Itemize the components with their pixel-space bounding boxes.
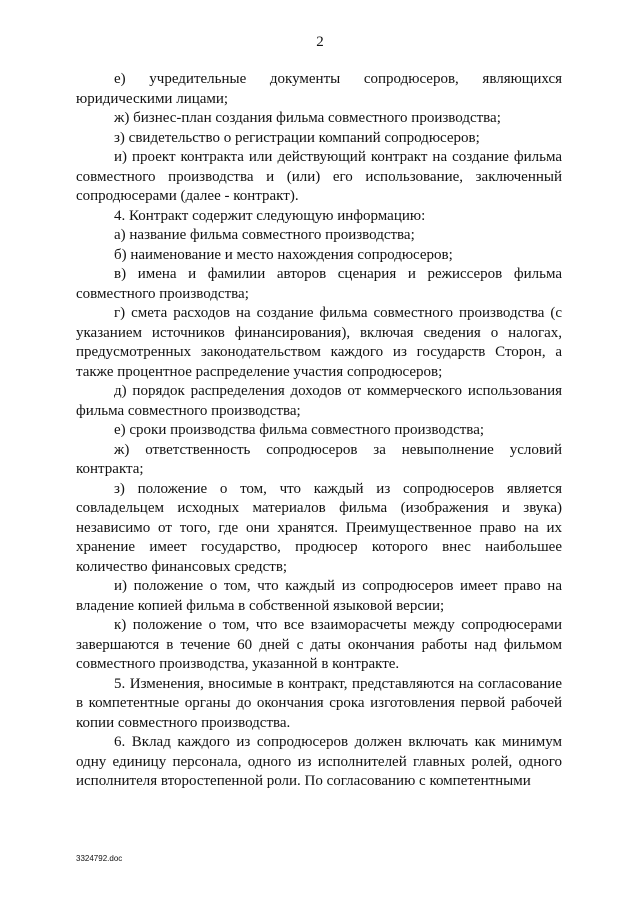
- paragraph: и) положение о том, что каждый из сопродюсеров имеет право на владение копией фильма в собственной языковой версии;: [76, 578, 562, 614]
- paragraph: 4. Контракт содержит следующую информацию:: [114, 207, 426, 224]
- paragraph: 6. Вклад каждого из сопродюсеров должен включать как минимум одну единицу персонала, одного из исполнителей главных ролей, одного исполнителя второстепенной роли. По согласованию с компетентными: [76, 734, 562, 789]
- paragraph: в) имена и фамилии авторов сценария и режиссеров фильма совместного производства;: [76, 266, 562, 302]
- page-number: 2: [316, 34, 324, 50]
- paragraph: б) наименование и место нахождения сопродюсеров;: [114, 246, 453, 263]
- paragraph: ж) ответственность сопродюсеров за невыполнение условий контракта;: [76, 441, 562, 477]
- paragraph: ж) бизнес-план создания фильма совместного производства;: [114, 110, 501, 126]
- paragraph: г) смета расходов на создание фильма совместного производства (с указанием источников финансирования), включая сведения о налогах, предусмотренных законодательством каждого из государств Сторон, а также процентное распределение участия сопродюсеров;: [76, 305, 562, 380]
- paragraph: е) сроки производства фильма совместного производства;: [114, 422, 485, 438]
- paragraph: е) учредительные документы сопродюсеров, являющихся юридическими лицами;: [76, 71, 562, 107]
- paragraph: з) положение о том, что каждый из сопродюсеров является совладельцем исходных материалов фильма (изображения и звука) независимо от того, где они хранятся. Преимущественное право на их хранение имеет государство, продюсер которого внес наибольшее количество финансовых средств;: [76, 480, 562, 575]
- paragraph: а) название фильма совместного производства;: [114, 227, 415, 243]
- paragraph: к) положение о том, что все взаиморасчеты между сопродюсерами завершаются в течение 60 дней с даты окончания работы над фильмом совместного производства, указанной в контракте.: [76, 617, 562, 672]
- paragraph: 5. Изменения, вносимые в контракт, представляются на согласование в компетентные органы до окончания срока изготовления первой рабочей копии совместного производства.: [76, 675, 562, 731]
- paragraph: з) свидетельство о регистрации компаний сопродюсеров;: [114, 129, 480, 146]
- footer-filename: 3324792.doc: [76, 854, 123, 863]
- document-body: [76, 70, 562, 792]
- paragraph: и) проект контракта или действующий контракт на создание фильма совместного производства и (или) его использование, заключенный сопродюсерами (далее - контракт).: [76, 149, 562, 204]
- paragraph: д) порядок распределения доходов от коммерческого использования фильма совместного производства;: [76, 383, 562, 419]
